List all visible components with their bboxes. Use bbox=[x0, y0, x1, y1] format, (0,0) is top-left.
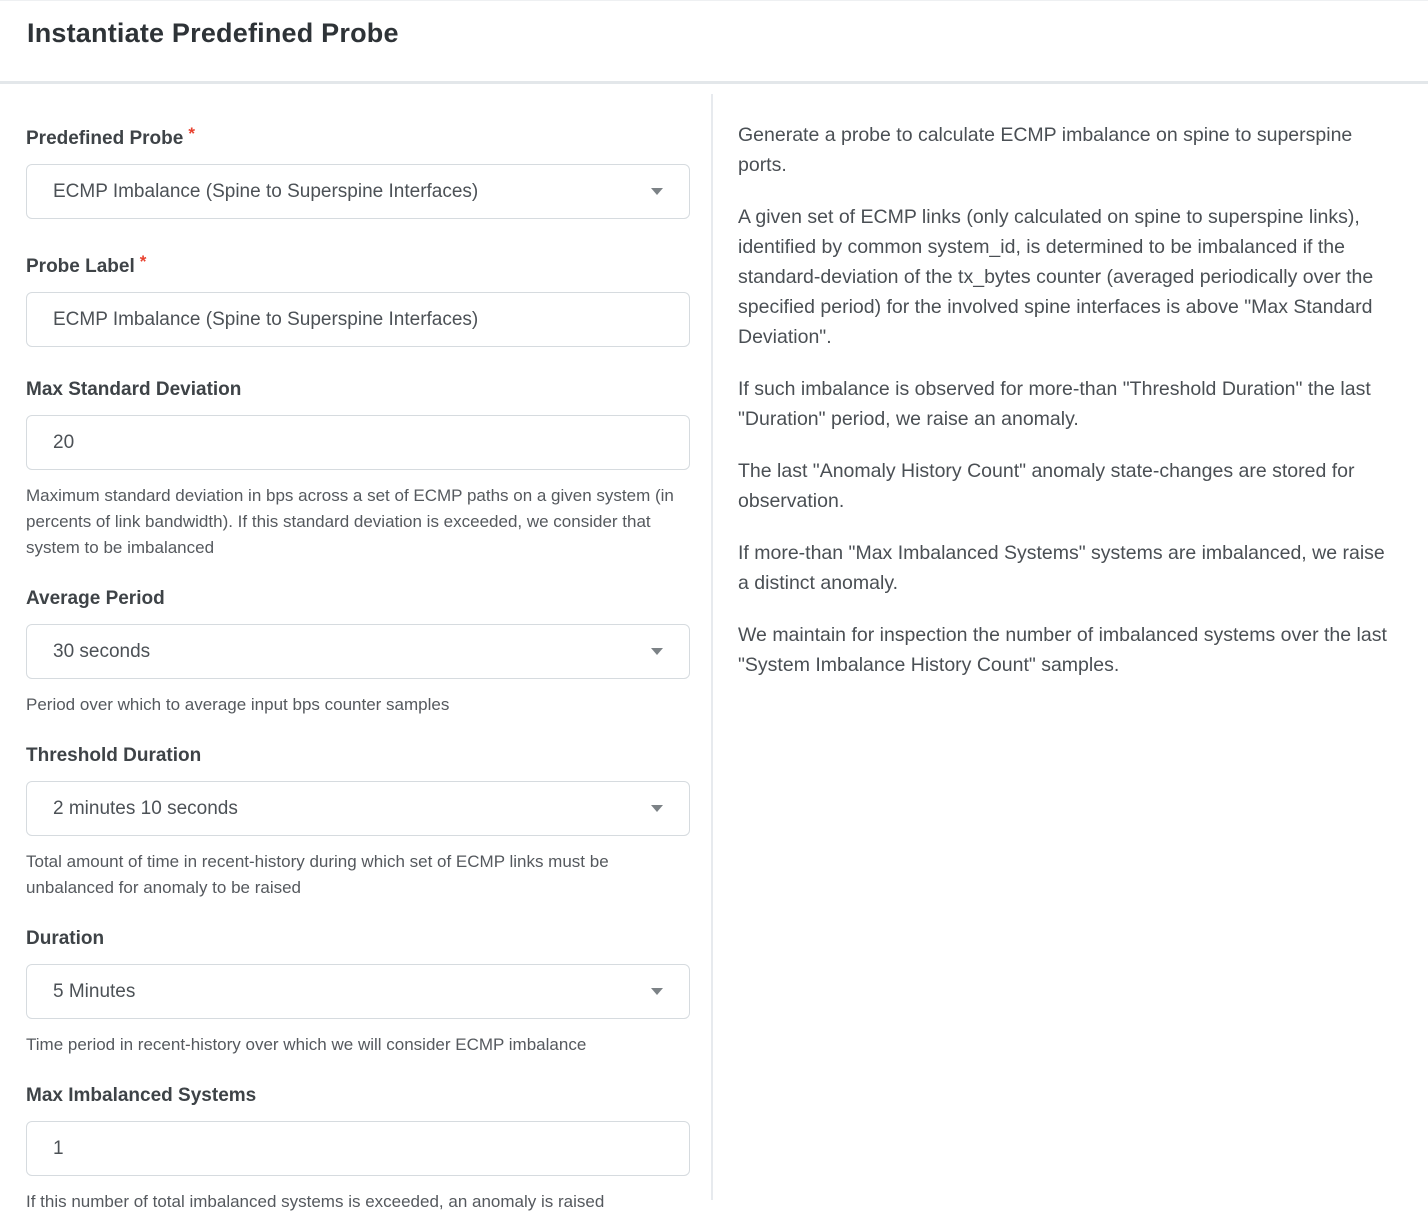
max-imbalanced-systems-label bbox=[26, 1084, 690, 1108]
description-paragraph: The last "Anomaly History Count" anomaly state-changes are stored for observation. bbox=[738, 460, 1355, 512]
chevron-down-icon bbox=[651, 805, 663, 812]
threshold-duration-selected-value: 2 minutes 10 seconds bbox=[53, 797, 238, 819]
field-label-text: Predefined Probe bbox=[26, 128, 184, 149]
predefined-probe-select[interactable] bbox=[26, 164, 690, 219]
duration-help-text: Time period in recent-history over which we will consider ECMP imbalance bbox=[26, 1035, 587, 1054]
field-max-imbalanced-systems bbox=[26, 1084, 690, 1215]
probe-form bbox=[0, 84, 711, 1211]
predefined-probe-selected-value: ECMP Imbalance (Spine to Superspine Interfaces) bbox=[53, 180, 479, 202]
field-average-period bbox=[26, 587, 690, 718]
average-period-label bbox=[26, 587, 690, 611]
probe-label-input[interactable] bbox=[26, 292, 690, 347]
field-max-standard-deviation bbox=[26, 378, 690, 561]
field-label-text: Max Standard Deviation bbox=[26, 379, 242, 400]
chevron-down-icon bbox=[651, 188, 663, 195]
description-paragraph: Generate a probe to calculate ECMP imbalance on spine to superspine ports. bbox=[738, 124, 1353, 176]
field-threshold-duration bbox=[26, 744, 690, 901]
field-duration bbox=[26, 927, 690, 1058]
probe-label-label bbox=[26, 250, 690, 279]
description-paragraph: A given set of ECMP links (only calculated on spine to superspine links), identified by common system_id, is determined to be imbalanced if the standard-deviation of the tx_bytes counter (averaged periodically over the specified period) for the involved spine interfaces is above "Max Standard Deviation". bbox=[738, 206, 1374, 348]
dialog-body bbox=[0, 84, 1428, 1211]
field-label-text: Average Period bbox=[26, 588, 165, 609]
page-title: Instantiate Predefined Probe bbox=[27, 18, 399, 48]
threshold-duration-label bbox=[26, 744, 690, 768]
average-period-select[interactable] bbox=[26, 624, 690, 679]
duration-label bbox=[26, 927, 690, 951]
max-standard-deviation-help-text: Maximum standard deviation in bps across a set of ECMP paths on a given system (in percents of link bandwidth). If this standard deviation is exceeded, we consider that system to be imbalanced bbox=[26, 486, 674, 557]
duration-selected-value: 5 Minutes bbox=[53, 980, 136, 1002]
chevron-down-icon bbox=[651, 648, 663, 655]
required-asterisk: * bbox=[139, 252, 147, 271]
threshold-duration-help-text: Total amount of time in recent-history during which set of ECMP links must be unbalanced for anomaly to be raised bbox=[26, 852, 609, 897]
field-label-text: Threshold Duration bbox=[26, 745, 202, 766]
field-label-text: Duration bbox=[26, 928, 105, 949]
field-label-text: Max Imbalanced Systems bbox=[26, 1085, 257, 1106]
duration-select[interactable] bbox=[26, 964, 690, 1019]
description-paragraph: If more-than "Max Imbalanced Systems" systems are imbalanced, we raise a distinct anomaly. bbox=[738, 542, 1385, 594]
average-period-help-text: Period over which to average input bps counter samples bbox=[26, 695, 450, 714]
probe-description-panel bbox=[711, 94, 1428, 1200]
threshold-duration-select[interactable] bbox=[26, 781, 690, 836]
field-predefined-probe bbox=[26, 122, 690, 219]
predefined-probe-label bbox=[26, 122, 690, 151]
chevron-down-icon bbox=[651, 988, 663, 995]
description-paragraph: We maintain for inspection the number of imbalanced systems over the last "System Imbalance History Count" samples. bbox=[738, 624, 1387, 676]
max-standard-deviation-input[interactable] bbox=[26, 415, 690, 470]
field-label-text: Probe Label bbox=[26, 256, 135, 277]
max-standard-deviation-label bbox=[26, 378, 690, 402]
description-paragraph: If such imbalance is observed for more-than "Threshold Duration" the last "Duration" period, we raise an anomaly. bbox=[738, 378, 1371, 430]
average-period-selected-value: 30 seconds bbox=[53, 640, 151, 662]
max-imbalanced-systems-help-text: If this number of total imbalanced systems is exceeded, an anomaly is raised bbox=[26, 1192, 605, 1211]
dialog-header bbox=[0, 1, 1428, 84]
required-asterisk: * bbox=[188, 124, 195, 143]
max-imbalanced-systems-input[interactable] bbox=[26, 1121, 690, 1176]
field-probe-label bbox=[26, 250, 690, 347]
